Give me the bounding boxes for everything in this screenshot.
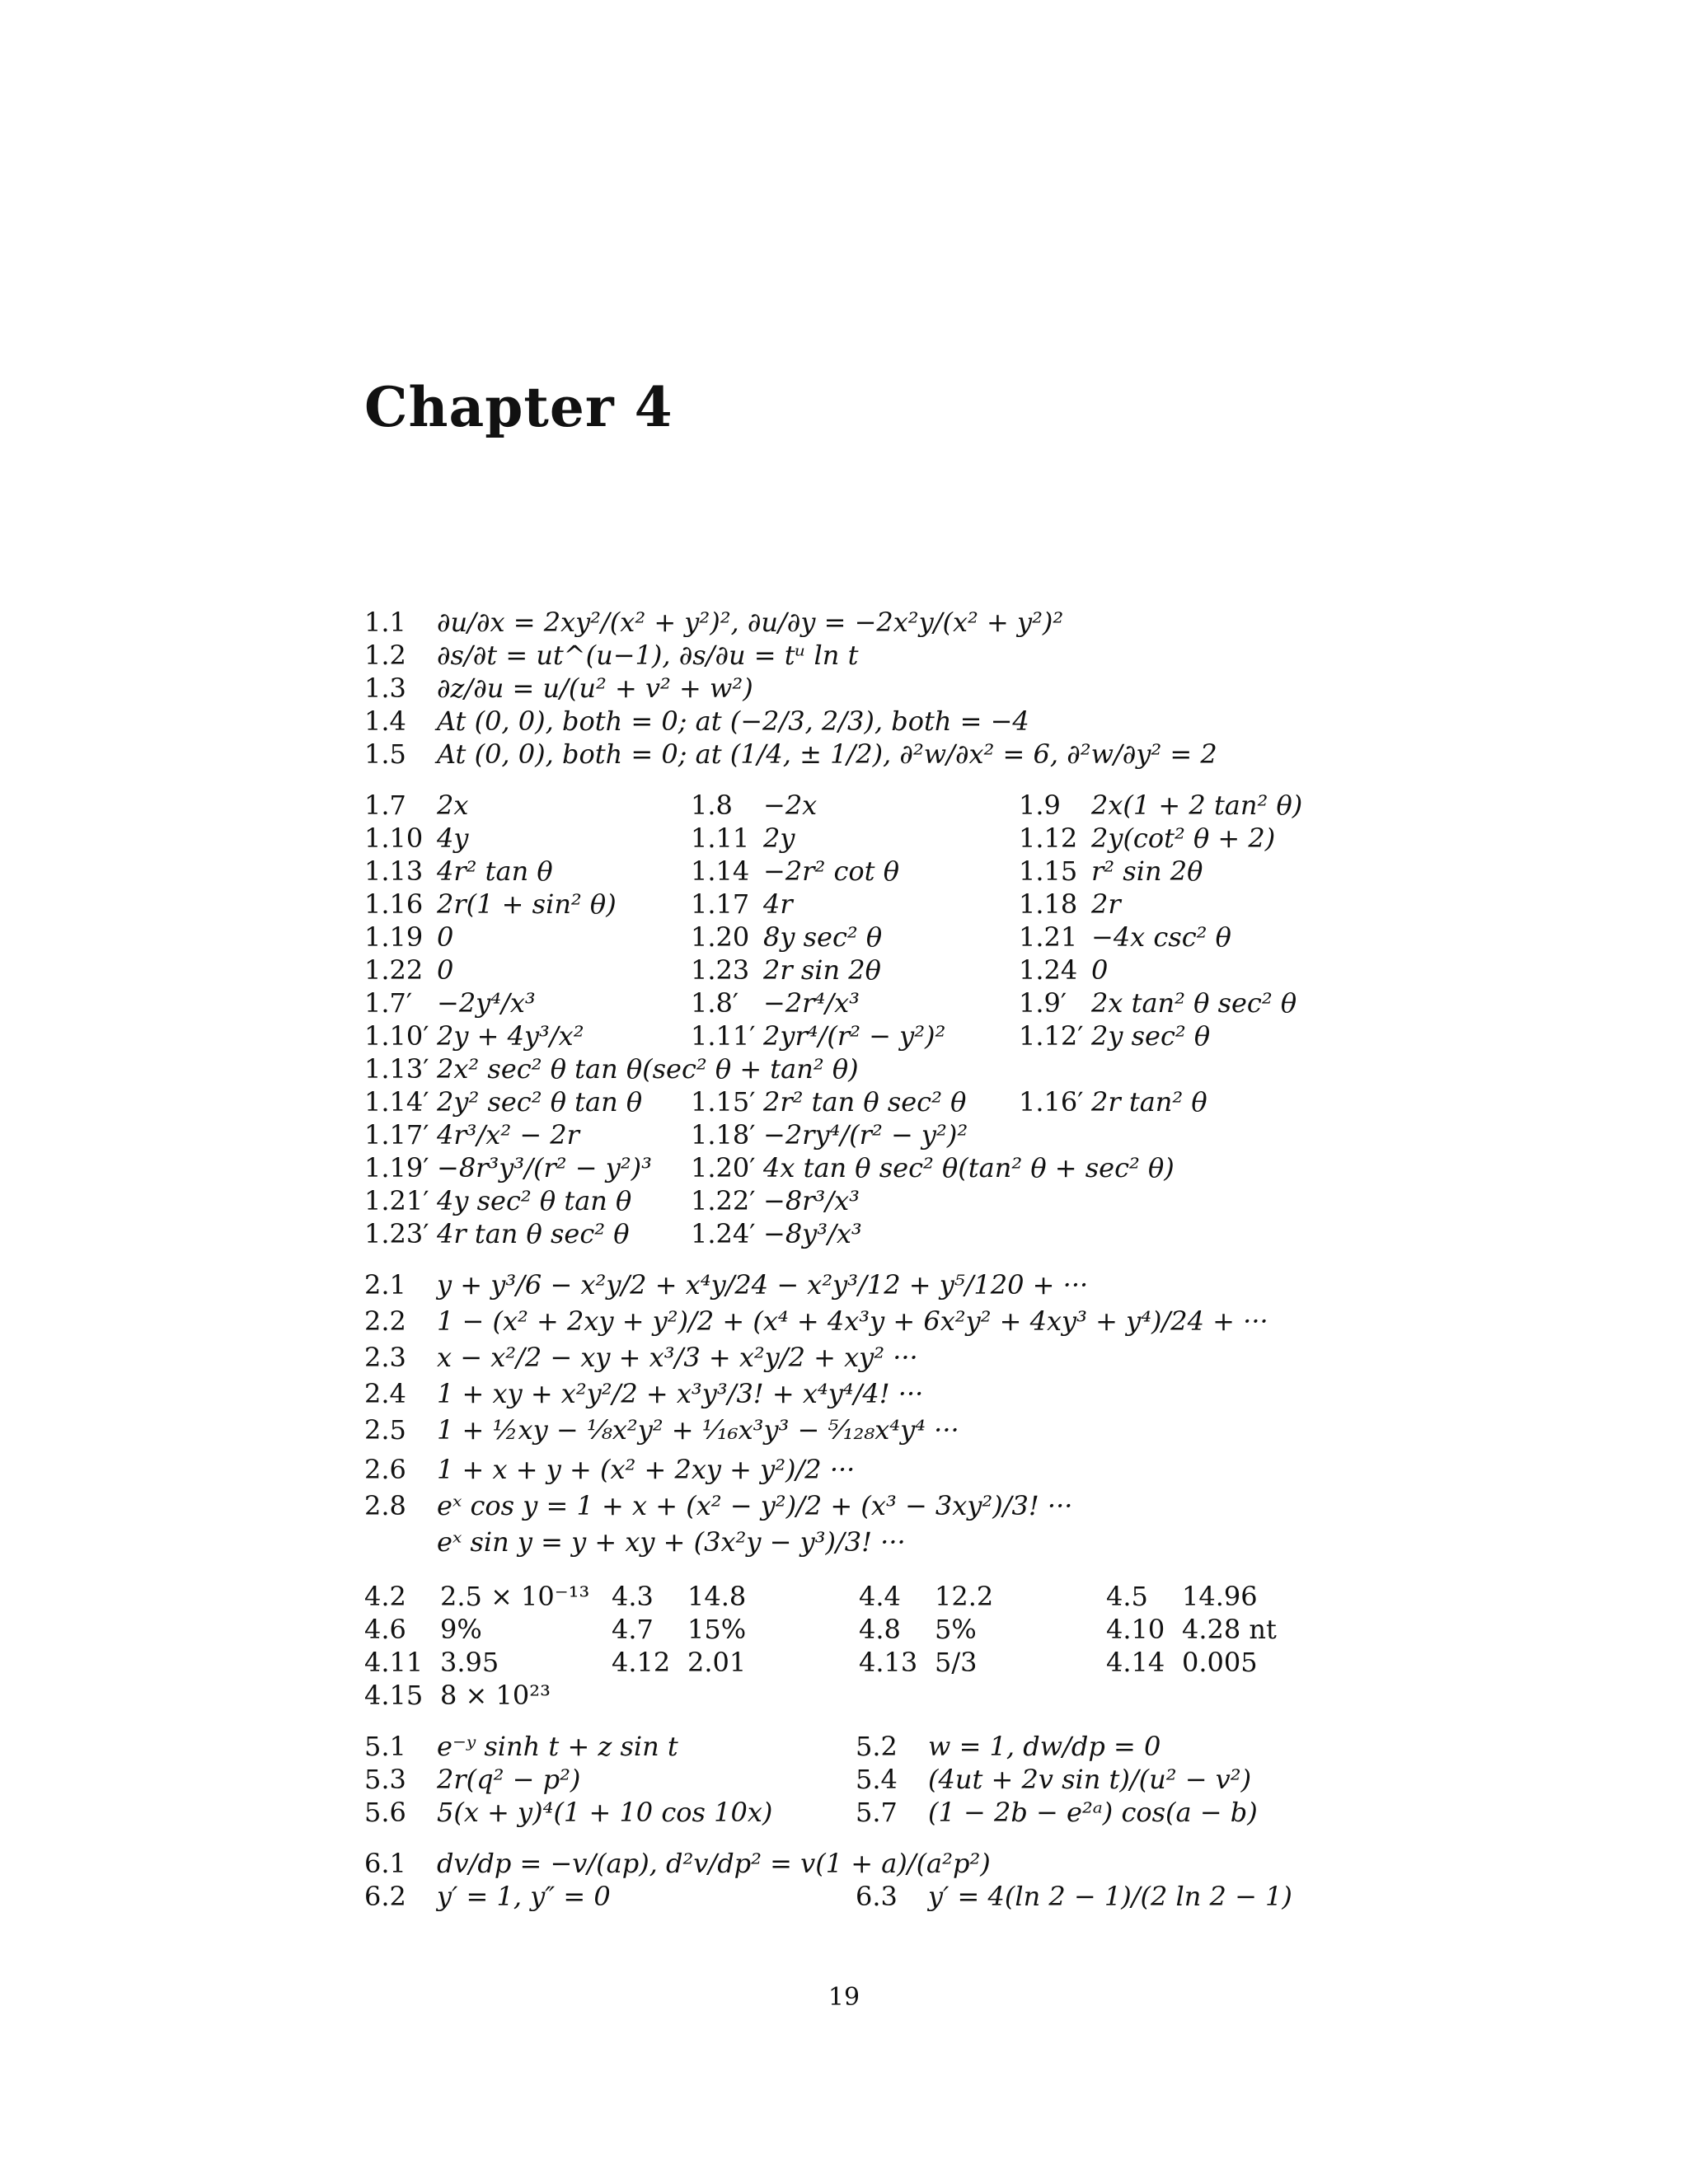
answer-item [859,1613,1106,1646]
problem-number: 1.3 [364,673,406,704]
answer-expression: dv/dp = −v/(ap), d²v/dp² = v(1 + a)/(a²p²) [437,1848,991,1879]
answer-item [1106,1580,1353,1613]
answer-row [364,1730,1378,1763]
answer-expression: ∂s/∂t = ut^(u−1), ∂s/∂u = tᵘ ln t [437,640,859,671]
problem-number: 1.22′ [691,1185,756,1216]
answer-item [364,1580,612,1613]
answer-item [1019,921,1378,954]
answer-item [691,921,1019,954]
answer-row [364,705,1378,738]
problem-number: 5.1 [364,1731,406,1762]
problem-number: 1.19 [364,921,424,953]
answer-expression: y′ = 1, y″ = 0 [437,1881,611,1912]
problem-number: 1.21 [1019,921,1078,953]
answer-expression: 1 + x + y + (x² + 2xy + y²)/2 ··· [437,1454,856,1485]
answer-row [364,1184,1378,1217]
answer-item [1019,1085,1378,1118]
answer-item [691,1151,1175,1184]
answer-row [364,1118,1378,1151]
problem-number: 1.11 [691,823,750,854]
problem-number: 5.7 [856,1797,898,1828]
answer-expression: At (0, 0), both = 0; at (1/4, ± 1/2), ∂²w/∂x² = 6, ∂²w/∂y² = 2 [437,738,1217,770]
answer-expression: 8y sec² θ [763,921,883,953]
problem-number: 1.10 [364,823,424,854]
answer-item [364,606,1378,639]
answer-item [691,855,1019,888]
answer-item [856,1730,1378,1763]
answer-expression: 4y sec² θ tan θ [437,1185,632,1216]
answer-expression: 1 + xy + x²y²/2 + x³y³/3! + x⁴y⁴/4! ··· [437,1378,924,1409]
problem-number: 1.11′ [691,1020,756,1052]
problem-number: 5.3 [364,1764,406,1795]
problem-number: 2.2 [364,1305,406,1337]
answer-expression: 2r [1091,888,1121,920]
answer-expression: −2r² cot θ [763,855,899,887]
problem-number: 6.1 [364,1848,406,1879]
problem-number: 4.14 [1106,1647,1165,1678]
answer-item [364,1763,856,1796]
answer-row [364,1341,1378,1377]
answer-item [859,1580,1106,1613]
problem-number: 1.5 [364,738,406,770]
answer-item [364,987,691,1019]
answer-expression: 1 − (x² + 2xy + y²)/2 + (x⁴ + 4x³y + 6x²y² + 4xy³ + y⁴)/24 + ··· [437,1305,1268,1337]
answer-expression: 2yr⁴/(r² − y²)² [763,1020,946,1052]
answer-expression: 14.96 [1182,1581,1258,1612]
answer-item [691,1217,1019,1250]
answer-expression: −2ry⁴/(r² − y²)² [763,1119,968,1151]
answer-item [1106,1646,1353,1679]
answer-row [364,1453,1378,1489]
answer-item [364,1305,1378,1338]
answer-expression: 4r [763,888,793,920]
answer-item [364,705,1378,738]
answer-item [364,1184,691,1217]
answer-item [691,987,1019,1019]
answer-item [364,1453,1378,1486]
answer-expression: −2y⁴/x³ [437,987,536,1019]
problem-number: 1.2 [364,640,406,671]
problem-number: 1.10′ [364,1020,429,1052]
problem-number: 1.20 [691,921,750,953]
answer-expression: 0 [437,954,454,986]
answer-expression: 15% [687,1614,747,1645]
answer-expression: −2x [763,790,818,821]
problem-number: 1.9′ [1019,987,1067,1019]
answer-row [364,1151,1378,1184]
problem-number: 2.3 [364,1342,406,1373]
answer-row [364,1796,1378,1829]
answer-expression: (4ut + 2v sin t)/(u² − v²) [928,1764,1252,1795]
problem-number: 4.15 [364,1680,424,1711]
answer-row [364,1489,1378,1526]
answer-item [691,1184,1019,1217]
answer-row [364,921,1378,954]
answer-row [364,789,1378,822]
problem-number: 1.23′ [364,1218,429,1249]
answer-item [364,1489,1378,1522]
answer-row [364,1413,1378,1453]
problem-number: 1.8 [691,790,733,821]
problem-number: 6.2 [364,1881,406,1912]
answer-row [364,672,1378,705]
answer-item [612,1613,859,1646]
answer-item [364,1730,856,1763]
answer-item [1019,954,1378,987]
answer-item [364,1052,1378,1085]
answer-item [364,1085,691,1118]
answer-expression: −2r⁴/x³ [763,987,860,1019]
problem-number: 1.15 [1019,855,1078,887]
answer-item [1106,1613,1353,1646]
answer-expression: 0 [437,921,454,953]
problem-number: 1.16 [364,888,424,920]
answer-item [364,1679,1378,1712]
answer-expression: 9% [440,1614,482,1645]
problem-number: 4.3 [612,1581,654,1612]
answer-expression: ∂u/∂x = 2xy²/(x² + y²)², ∂u/∂y = −2x²y/(x² + y²)² [437,607,1064,638]
answer-expression: At (0, 0), both = 0; at (−2/3, 2/3), both = −4 [437,705,1029,737]
answer-expression: 2r(q² − p²) [437,1764,581,1795]
problem-number: 4.11 [364,1647,424,1678]
answer-expression: −8r³/x³ [763,1185,860,1216]
problem-number: 4.13 [859,1647,918,1678]
answer-row [364,822,1378,855]
answer-expression: 2.01 [687,1647,747,1678]
answer-row [364,1268,1378,1305]
answer-list [364,606,1378,1931]
answer-row [364,1763,1378,1796]
answer-item [364,1217,691,1250]
answer-row [364,1377,1378,1413]
answer-item [364,1880,856,1913]
problem-number: 5.4 [856,1764,898,1795]
answer-item [691,1019,1019,1052]
answer-item [364,672,1378,705]
page-number: 19 [828,1983,860,2012]
answer-item [691,888,1019,921]
answer-expression: y′ = 4(ln 2 − 1)/(2 ln 2 − 1) [928,1881,1292,1912]
problem-number: 1.1 [364,607,406,638]
answer-expression: 4.28 nt [1182,1614,1277,1645]
answer-item [612,1646,859,1679]
problem-number: 5.2 [856,1731,898,1762]
answer-item [691,954,1019,987]
answer-item [612,1580,859,1613]
answer-expression: 0 [1091,954,1109,986]
answer-group [364,1847,1378,1913]
answer-row [364,1613,1378,1646]
answer-group [364,606,1378,771]
answer-row [364,1646,1378,1679]
answer-expression: 0.005 [1182,1647,1258,1678]
answer-item [1019,822,1378,855]
answer-item [856,1796,1378,1829]
problem-number: 1.9 [1019,790,1061,821]
answer-item [691,822,1019,855]
answer-item [1019,789,1378,822]
answer-row [364,738,1378,771]
answer-group [364,1268,1378,1562]
answer-expression: 2r sin 2θ [763,954,881,986]
answer-item [856,1880,1378,1913]
answer-expression: ∂z/∂u = u/(u² + v² + w²) [437,673,753,704]
answer-expression: r² sin 2θ [1091,855,1203,887]
problem-number: 1.18 [1019,888,1078,920]
answer-item [364,1796,856,1829]
answer-item [364,921,691,954]
problem-number: 1.24 [1019,954,1078,986]
answer-row [364,888,1378,921]
answer-row [364,1019,1378,1052]
answer-item [364,1118,691,1151]
answer-row [364,1880,1378,1913]
problem-number: 1.14 [691,855,750,887]
problem-number: 1.14′ [364,1086,429,1118]
answer-item [364,1019,691,1052]
answer-row [364,855,1378,888]
answer-group [364,789,1378,1250]
answer-row [364,954,1378,987]
answer-expression: 4r tan θ sec² θ [437,1218,630,1249]
problem-number: 1.18′ [691,1119,756,1151]
answer-expression: 2y + 4y³/x² [437,1020,584,1052]
answer-item [364,1613,612,1646]
problem-number: 1.15′ [691,1086,756,1118]
answer-expression: 4x tan θ sec² θ(tan² θ + sec² θ) [763,1152,1175,1183]
problem-number: 5.6 [364,1797,406,1828]
problem-number: 2.6 [364,1454,406,1485]
answer-expression: 4y [437,823,469,854]
problem-number: 1.13 [364,855,424,887]
problem-number: 1.16′ [1019,1086,1084,1118]
answer-expression: 2y sec² θ [1091,1020,1211,1052]
problem-number: 1.21′ [364,1185,429,1216]
problem-number: 1.8′ [691,987,739,1019]
answer-item [364,639,1378,672]
problem-number: 1.7′ [364,987,413,1019]
answer-item [364,789,691,822]
answer-item [691,789,1019,822]
answer-expression: 5% [935,1614,977,1645]
answer-expression: 5(x + y)⁴(1 + 10 cos 10x) [437,1797,773,1828]
answer-row [364,1085,1378,1118]
answer-item [364,1646,612,1679]
problem-number: 1.12 [1019,823,1078,854]
problem-number: 1.12′ [1019,1020,1084,1052]
problem-number: 1.22 [364,954,424,986]
answer-expression: (1 − 2b − e²ᵃ) cos(a − b) [928,1797,1258,1828]
answer-expression: 2r² tan θ sec² θ [763,1086,967,1118]
answer-expression: y + y³/6 − x²y/2 + x⁴y/24 − x²y³/12 + y⁵/120 + ··· [437,1269,1089,1301]
answer-item [364,888,691,921]
answer-row [364,1526,1378,1562]
problem-number: 4.4 [859,1581,901,1612]
answer-item [364,1526,1378,1558]
answer-item [1019,888,1378,921]
answer-row [364,987,1378,1019]
answer-item [1019,987,1378,1019]
answer-row [364,1580,1378,1613]
answer-expression: −4x csc² θ [1091,921,1231,953]
answer-item [364,1847,1378,1880]
answer-expression: x − x²/2 − xy + x³/3 + x²y/2 + xy² ··· [437,1342,918,1373]
problem-number: 1.20′ [691,1152,756,1183]
answer-item [1019,1019,1378,1052]
answer-expression: 2r(1 + sin² θ) [437,888,617,920]
answer-expression: 3.95 [440,1647,499,1678]
answer-item [691,1118,1019,1151]
answer-item [364,822,691,855]
problem-number: 1.13′ [364,1053,429,1085]
answer-expression: 14.8 [687,1581,747,1612]
answer-group [364,1580,1378,1712]
answer-expression: 4r² tan θ [437,855,553,887]
problem-number: 2.1 [364,1269,406,1301]
problem-number: 4.10 [1106,1614,1165,1645]
answer-item [691,1085,1019,1118]
problem-number: 4.2 [364,1581,406,1612]
answer-expression: 2x(1 + 2 tan² θ) [1091,790,1303,821]
problem-number: 4.8 [859,1614,901,1645]
answer-expression: 2x² sec² θ tan θ(sec² θ + tan² θ) [437,1053,859,1085]
problem-number: 1.7 [364,790,406,821]
answer-expression: −8y³/x³ [763,1218,862,1249]
answer-expression: w = 1, dw/dp = 0 [928,1731,1161,1762]
problem-number: 1.24′ [691,1218,756,1249]
problem-number: 4.6 [364,1614,406,1645]
answer-expression: 2x tan² θ sec² θ [1091,987,1297,1019]
answer-expression: eˣ cos y = 1 + x + (x² − y²)/2 + (x³ − 3xy²)/3! ··· [437,1490,1073,1521]
answer-expression: eˣ sin y = y + xy + (3x²y − y³)/3! ··· [437,1526,906,1558]
answer-row [364,1217,1378,1250]
answer-expression: 4r³/x² − 2r [437,1119,579,1151]
problem-number: 2.8 [364,1490,406,1521]
answer-item [1019,855,1378,888]
answer-expression: e⁻ʸ sinh t + z sin t [437,1731,678,1762]
answer-row [364,1052,1378,1085]
answer-expression: 2r tan² θ [1091,1086,1207,1118]
chapter-title: Chapter 4 [364,375,673,439]
answer-row [364,1847,1378,1880]
answer-item [364,855,691,888]
answer-group [364,1730,1378,1829]
problem-number: 1.23 [691,954,750,986]
problem-number: 2.4 [364,1378,406,1409]
answer-row [364,639,1378,672]
answer-item [364,1413,1378,1446]
answer-expression: 12.2 [935,1581,994,1612]
answer-expression: 2y(cot² θ + 2) [1091,823,1276,854]
problem-number: 1.19′ [364,1152,429,1183]
answer-expression: 2y² sec² θ tan θ [437,1086,643,1118]
answer-item [364,1268,1378,1301]
answer-row [364,1305,1378,1341]
answer-item [364,1341,1378,1374]
answer-item [364,1151,691,1184]
answer-expression: 8 × 10²³ [440,1680,551,1711]
answer-item [364,738,1378,771]
problem-number: 1.4 [364,705,406,737]
answer-expression: 2.5 × 10⁻¹³ [440,1581,590,1612]
problem-number: 4.12 [612,1647,671,1678]
answer-expression: −8r³y³/(r² − y²)³ [437,1152,652,1183]
problem-number: 1.17 [691,888,750,920]
problem-number: 4.5 [1106,1581,1148,1612]
problem-number: 6.3 [856,1881,898,1912]
answer-row [364,606,1378,639]
problem-number: 2.5 [364,1414,406,1446]
answer-item [856,1763,1378,1796]
answer-expression: 2y [763,823,795,854]
answer-expression: 1 + ½xy − ⅛x²y² + ¹⁄₁₆x³y³ − ⁵⁄₁₂₈x⁴y⁴ ··· [437,1414,959,1446]
answer-item [364,954,691,987]
problem-number: 1.17′ [364,1119,429,1151]
answer-expression: 5/3 [935,1647,978,1678]
answer-expression: 2x [437,790,469,821]
answer-item [859,1646,1106,1679]
answer-row [364,1679,1378,1712]
problem-number: 4.7 [612,1614,654,1645]
answer-item [364,1377,1378,1410]
